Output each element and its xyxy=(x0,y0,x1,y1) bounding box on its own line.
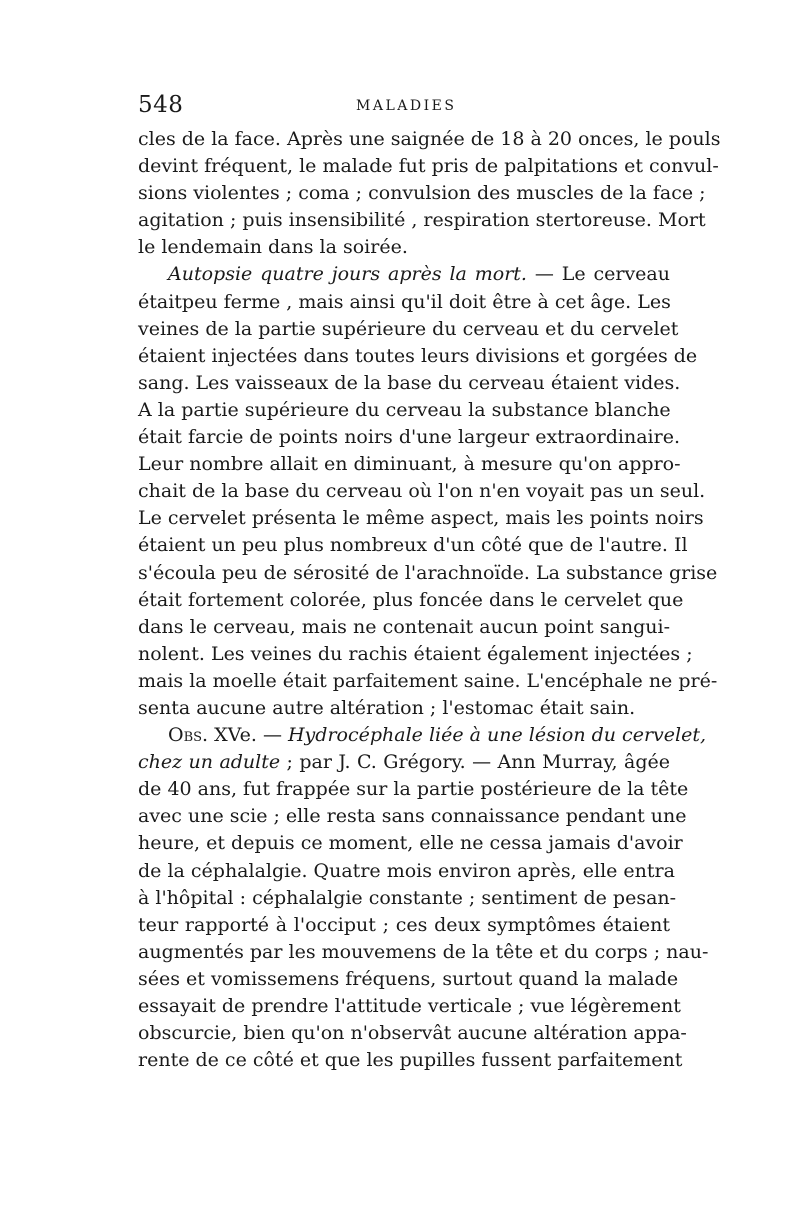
text-line: cles de la face. Après une saignée de 18 à 20 onces, le pouls xyxy=(138,128,721,150)
obs-author: ; par J. C. Grégory. — Ann Murray, âgée xyxy=(280,751,670,774)
observation-heading-continued xyxy=(138,749,670,776)
text-line: dans le cerveau, mais ne contenait aucun point sangui- xyxy=(138,615,670,638)
text-line: senta aucune autre altération ; l'estomac était sain. xyxy=(138,696,636,719)
obs-label: Obs. xyxy=(168,724,209,747)
text-line: heure, et depuis ce moment, elle ne cessa jamais d'avoir xyxy=(138,832,683,855)
text-line: agitation ; puis insensibilité , respiration stertoreuse. Mort xyxy=(138,209,706,232)
text-line: sang. Les vaisseaux de la base du cerveau étaient vides. xyxy=(138,371,681,394)
running-title: MALADIES xyxy=(356,98,457,114)
text-line: Leur nombre allait en diminuant, à mesure qu'on appro- xyxy=(138,453,681,476)
text-line: veines de la partie supérieure du cerveau et du cervelet xyxy=(138,317,679,340)
obs-title-end: chez un adulte xyxy=(138,751,281,774)
text-line: obscurcie, bien qu'on n'observât aucune altération appa- xyxy=(138,1022,687,1045)
text-line: le lendemain dans la soirée. xyxy=(138,236,408,259)
text-line: était farcie de points noirs d'une largeur extraordinaire. xyxy=(138,426,680,449)
obs-number: XVe. — xyxy=(208,724,288,747)
autopsy-paragraph-start xyxy=(138,261,670,288)
autopsy-rest: — Le cerveau xyxy=(526,263,670,286)
text-line: de la céphalalgie. Quatre mois environ après, elle entra xyxy=(138,859,675,882)
autopsy-label: Autopsie quatre jours après la mort. xyxy=(168,263,527,286)
text-line: s'écoula peu de sérosité de l'arachnoïde. La substance grise xyxy=(138,561,718,584)
body-text xyxy=(138,126,721,1074)
text-line: augmentés par les mouvemens de la tête et du corps ; nau- xyxy=(138,940,709,963)
text-line: sées et vomissemens fréquens, surtout quand la malade xyxy=(138,967,679,990)
text-line: rente de ce côté et que les pupilles fussent parfaitement xyxy=(138,1049,683,1072)
text-line: sions violentes ; coma ; convulsion des muscles de la face ; xyxy=(138,182,706,205)
text-line: Le cervelet présenta le même aspect, mais les points noirs xyxy=(138,507,704,530)
text-line: A la partie supérieure du cerveau la substance blanche xyxy=(138,398,671,421)
text-line: étaitpeu ferme , mais ainsi qu'il doit être à cet âge. Les xyxy=(138,290,671,313)
text-line: à l'hôpital : céphalalgie constante ; sentiment de pesan- xyxy=(138,886,677,909)
text-line: teur rapporté à l'occiput ; ces deux symptômes étaient xyxy=(138,913,670,936)
text-line: était fortement colorée, plus foncée dans le cervelet que xyxy=(138,588,684,611)
text-line: nolent. Les veines du rachis étaient également injectées ; xyxy=(138,642,693,665)
text-line: essayait de prendre l'attitude verticale ; vue légèrement xyxy=(138,995,681,1017)
text-line: devint fréquent, le malade fut pris de palpitations et convul- xyxy=(138,155,719,178)
observation-heading xyxy=(138,722,706,749)
text-line: chait de la base du cerveau où l'on n'en voyait pas un seul. xyxy=(138,480,706,503)
text-line: étaient un peu plus nombreux d'un côté que de l'autre. Il xyxy=(138,534,688,557)
page-header xyxy=(138,92,670,122)
text-line: étaient injectées dans toutes leurs divisions et gorgées de xyxy=(138,344,698,367)
text-line: mais la moelle était parfaitement saine. L'encéphale ne pré- xyxy=(138,669,718,692)
obs-title: Hydrocéphale liée à une lésion du cervelet, xyxy=(287,724,706,747)
text-line: de 40 ans, fut frappée sur la partie postérieure de la tête xyxy=(138,778,689,801)
page-number: 548 xyxy=(138,92,184,118)
text-line: avec une scie ; elle resta sans connaissance pendant une xyxy=(138,805,687,828)
